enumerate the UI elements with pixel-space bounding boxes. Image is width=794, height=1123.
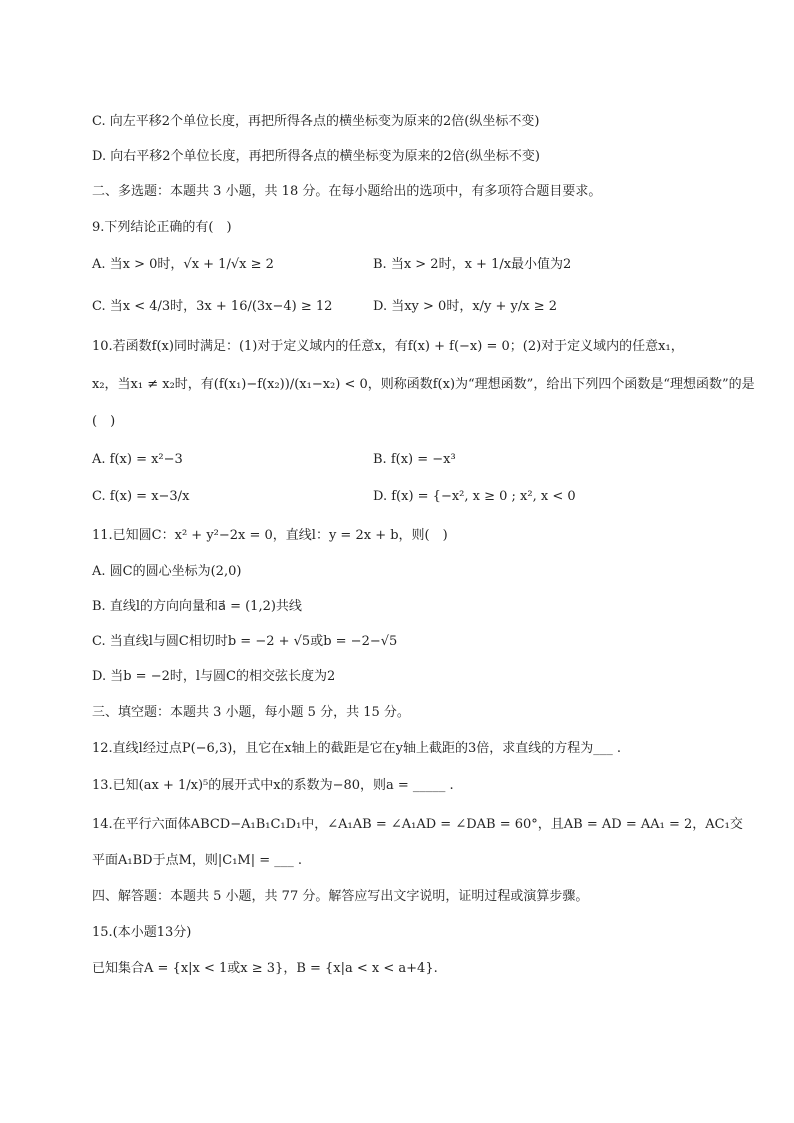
q10-stem-line1: 10.若函数f(x)同时满足：(1)对于定义域内的任意x，有f(x) + f(−x) = 0；(2)对于定义域内的任意x₁，: [92, 339, 684, 354]
q12-stem: 12.直线l经过点P(−6,3)，且它在x轴上的截距是它在y轴上截距的3倍，求直线的方程为___ .: [92, 741, 622, 756]
section-fill-blank-heading: 三、填空题：本题共 3 小题，每小题 5 分，共 15 分。: [92, 705, 410, 720]
q10-option-a: A. f(x) = x²−3: [92, 452, 183, 467]
q14-stem-line1: 14.在平行六面体ABCD−A₁B₁C₁D₁中，∠A₁AB = ∠A₁AD = ∠DAB = 60°，且AB = AD = AA₁ = 2，AC₁交: [92, 817, 743, 832]
q10-option-c: C. f(x) = x−3/x: [92, 489, 190, 504]
q10-stem-line2: x₂，当x₁ ≠ x₂时，有(f(x₁)−f(x₂))/(x₁−x₂) < 0，则称函数f(x)为“理想函数”，给出下列四个函数是“理想函数”的是: [92, 377, 755, 392]
q13-stem: 13.已知(ax + 1/x)⁵的展开式中x的系数为−80，则a = _____ .: [92, 778, 454, 793]
q11-option-c: C. 当直线l与圆C相切时b = −2 + √5或b = −2−√5: [92, 634, 398, 649]
q11-stem: 11.已知圆C：x² + y²−2x = 0，直线l：y = 2x + b，则( ): [92, 528, 448, 543]
q15-header: 15.(本小题13分): [92, 925, 192, 940]
q11-option-a: A. 圆C的圆心坐标为(2,0): [92, 564, 242, 579]
q9-option-c: C. 当x < 4/3时，3x + 16/(3x−4) ≥ 12: [92, 299, 333, 314]
q9-option-d: D. 当xy > 0时，x/y + y/x ≥ 2: [373, 299, 558, 314]
q11-option-b: B. 直线l的方向向量和a⃗ = (1,2)共线: [92, 599, 302, 614]
q15-stem: 已知集合A = {x|x < 1或x ≥ 3}，B = {x|a < x < a+4}.: [92, 961, 438, 976]
q10-option-d: D. f(x) = {−x², x ≥ 0 ; x², x < 0: [373, 489, 576, 504]
q10-option-b: B. f(x) = −x³: [373, 452, 456, 467]
section-multiple-choice-heading: 二、多选题：本题共 3 小题，共 18 分。在每小题给出的选项中，有多项符合题目要求。: [92, 184, 602, 199]
q14-stem-line2: 平面A₁BD于点M，则|C₁M| = ___ .: [92, 853, 303, 868]
q10-stem-line3: ( ): [92, 414, 116, 429]
q9-option-b: B. 当x > 2时，x + 1/x最小值为2: [373, 257, 572, 272]
q8-option-d: D. 向右平移2个单位长度，再把所得各点的横坐标变为原来的2倍(纵坐标不变): [92, 149, 540, 164]
section-answer-heading: 四、解答题：本题共 5 小题，共 77 分。解答应写出文字说明，证明过程或演算步骤。: [92, 889, 589, 904]
q11-option-d: D. 当b = −2时，l与圆C的相交弦长度为2: [92, 669, 336, 684]
q9-stem: 9.下列结论正确的有( ): [92, 220, 232, 235]
q9-option-a: A. 当x > 0时，√x + 1/√x ≥ 2: [92, 257, 274, 272]
q8-option-c: C. 向左平移2个单位长度，再把所得各点的横坐标变为原来的2倍(纵坐标不变): [92, 114, 540, 129]
